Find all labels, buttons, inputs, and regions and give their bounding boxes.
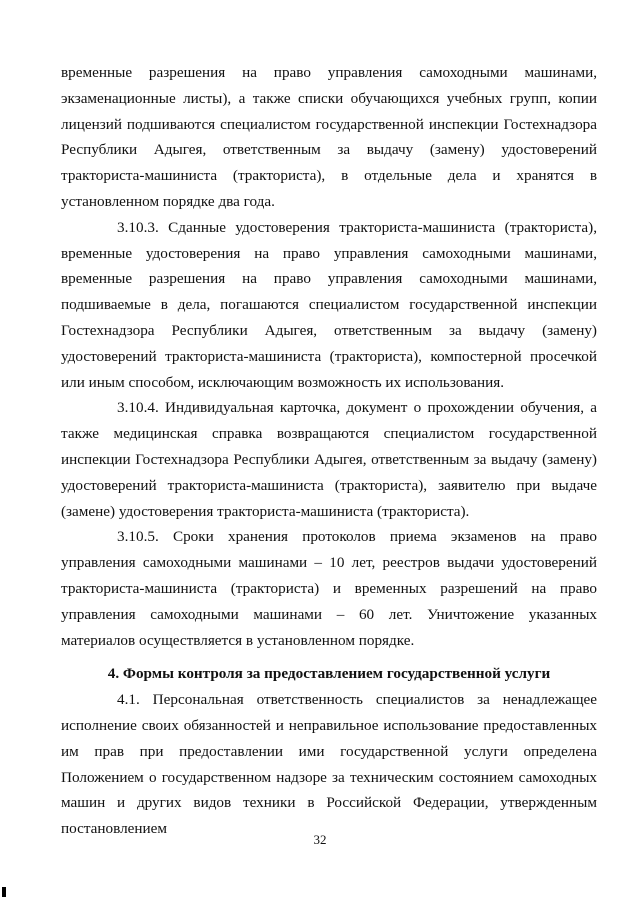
paragraph-3-10-3: 3.10.3. Сданные удостоверения тракториста-машиниста (тракториста), временные удостоверения на право управления самоходными машинами, временные разрешения на право управления самоходными машинами, подшиваемые в дела, погашаются специалистом государственной инспекции Гостехнадзора Республики Адыгея, ответственным за выдачу (замену) удостоверений тракториста-машиниста (тракториста), компостерной просечкой или иным способом, исключающим возможность их использования. xyxy=(61,218,597,391)
page-number: 32 xyxy=(313,832,327,847)
document-page xyxy=(61,60,597,842)
scan-artifact-mark xyxy=(2,887,6,897)
paragraph-3-10-5: 3.10.5. Сроки хранения протоколов приема экзаменов на право управления самоходными машинами – 10 лет, реестров выдачи удостоверений тракториста-машиниста (тракториста) и временных разрешений на право управления самоходными машинами – 60 лет. Уничтожение указанных материалов осуществляется в установленном порядке. xyxy=(61,528,597,649)
paragraph-4-1: 4.1. Персональная ответственность специалистов за ненадлежащее исполнение своих обязанностей и неправильное использование предоставленных им прав при предоставлении ими государственной услуги определена Положением о государственном надзоре за техническим состоянием самоходных машин и других видов техники в Российской Федерации, утвержденным постановлением xyxy=(61,691,597,838)
section-heading: 4. Формы контроля за предоставлением государственной услуги xyxy=(107,665,551,683)
paragraph-continuation: временные разрешения на право управления самоходными машинами, экзаменационные листы), а также списки обучающихся учебных групп, копии лицензий подшиваются специалистом государственной инспекции Гостехнадзора Республики Адыгея, ответственным за выдачу (замену) удостоверений тракториста-машиниста (тракториста), в отдельные дела и хранятся в установленном порядке два года. xyxy=(61,64,597,210)
paragraph-3-10-4: 3.10.4. Индивидуальная карточка, документ о прохождении обучения, а также медицинская справка возвращаются специалистом государственной инспекции Гостехнадзора Республики Адыгея, ответственным за выдачу (замену) удостоверений тракториста-машиниста (тракториста), заявителю при выдаче (замене) удостоверения тракториста-машиниста (тракториста). xyxy=(61,399,597,520)
